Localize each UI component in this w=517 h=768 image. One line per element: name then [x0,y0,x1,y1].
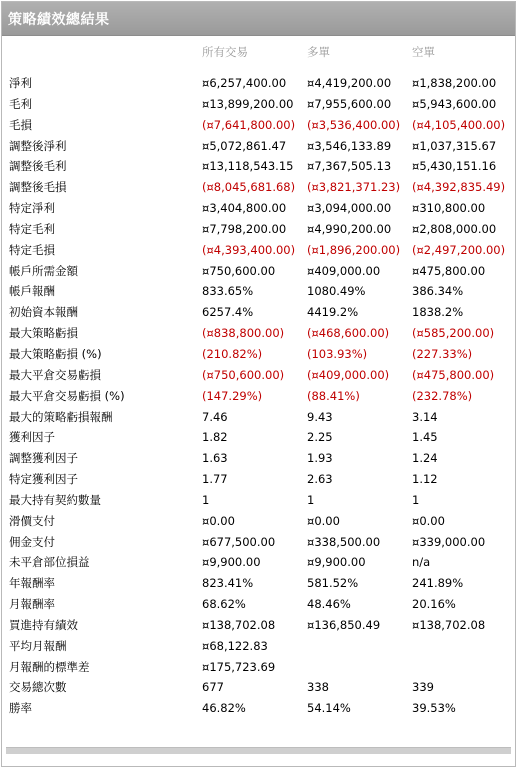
value-short: (¤2,497,200.00) [412,242,506,257]
value-all-trades: 833.65% [202,284,254,299]
metric-label: 交易總次數 [9,680,67,695]
value-all-trades: ¤3,404,800.00 [202,201,287,216]
panel-title: 策略績效總結果 [8,12,110,28]
value-short: (¤4,392,835.49) [412,180,506,195]
value-long: (¤1,896,200.00) [307,242,401,257]
column-header-all-trades: 所有交易 [202,45,248,59]
column-header-short: 空單 [412,45,435,59]
table-row [2,220,515,241]
value-short: (¤585,200.00) [412,326,495,341]
table-row [2,157,515,178]
table-row [2,428,515,449]
value-all-trades: ¤0.00 [202,513,235,528]
metric-label: 最大策略虧損 (%) [9,346,102,361]
value-long: 1 [307,492,315,507]
value-long: 2.63 [307,472,333,487]
metric-label: 最大平倉交易虧損 (%) [9,388,125,403]
metric-label: 勝率 [9,701,32,716]
value-all-trades: ¤750,600.00 [202,263,276,278]
metric-label: 淨利 [9,76,32,90]
value-long: ¤409,000.00 [307,263,381,278]
value-all-trades: 823.41% [202,576,254,591]
value-short: ¤475,800.00 [412,263,486,278]
table-row [2,574,515,595]
value-short: (¤475,800.00) [412,367,495,382]
metric-label: 未平倉部位損益 [9,555,90,570]
table-row [2,408,515,429]
table-row [2,616,515,637]
value-all-trades: ¤13,118,543.15 [202,159,294,174]
table-row [2,658,515,679]
value-short: (227.33%) [412,346,473,361]
value-short: 1.24 [412,451,438,466]
value-long: (¤468,600.00) [307,326,390,341]
value-all-trades: 1.77 [202,472,228,487]
value-all-trades: ¤138,702.08 [202,617,276,632]
metric-label: 調整後淨利 [9,138,67,153]
panel-title-bar [2,2,515,36]
table-row [2,387,515,408]
table-row [2,345,515,366]
table-row [2,470,515,491]
metric-label: 最大平倉交易虧損 [9,367,101,382]
value-short: 386.34% [412,284,464,299]
metric-label: 月報酬的標準差 [9,659,90,674]
value-all-trades: 677 [202,680,224,695]
value-all-trades: (¤750,600.00) [202,367,285,382]
value-long: 4419.2% [307,305,359,320]
value-all-trades: ¤9,900.00 [202,555,261,570]
value-long: ¤7,955,600.00 [307,96,392,111]
value-short: 1 [412,492,420,507]
value-all-trades: ¤7,798,200.00 [202,221,287,236]
value-long: ¤136,850.49 [307,617,381,632]
value-short: 3.14 [412,409,438,424]
table-row [2,241,515,262]
metrics-table [2,74,515,720]
table-row [2,324,515,345]
table-row [2,366,515,387]
value-long: 581.52% [307,576,359,591]
table-row [2,533,515,554]
table-row [2,553,515,574]
metric-label: 最大策略虧損 [9,326,78,341]
value-short: ¤5,943,600.00 [412,96,497,111]
value-all-trades: 1.82 [202,430,228,445]
metric-label: 特定毛損 [9,242,55,257]
metric-label: 佣金支付 [9,534,55,549]
value-short: (¤4,105,400.00) [412,117,506,132]
table-row [2,491,515,512]
value-short: ¤0.00 [412,513,445,528]
value-long: 1080.49% [307,284,366,299]
value-all-trades: ¤5,072,861.47 [202,138,287,153]
value-all-trades: (¤8,045,681.68) [202,180,296,195]
metric-label: 最大持有契約數量 [9,492,101,507]
value-all-trades: ¤68,122.83 [202,638,268,653]
metric-label: 調整獲利因子 [9,451,78,466]
table-row [2,262,515,283]
column-header-long: 多單 [307,45,330,59]
value-short: 1.45 [412,430,438,445]
metric-label: 年報酬率 [9,576,55,591]
metric-label: 月報酬率 [9,597,55,612]
value-all-trades: ¤13,899,200.00 [202,96,294,111]
metric-label: 調整後毛利 [9,159,67,174]
value-long: (¤409,000.00) [307,367,390,382]
metric-label: 毛利 [9,96,32,111]
table-row [2,303,515,324]
metric-label: 最大的策略虧損報酬 [9,409,113,424]
table-row [2,637,515,658]
value-short: ¤138,702.08 [412,617,486,632]
value-long: ¤9,900.00 [307,555,366,570]
table-row [2,178,515,199]
value-all-trades: 7.46 [202,409,228,424]
value-short: (232.78%) [412,388,473,403]
metric-label: 滑價支付 [9,513,55,528]
value-short: ¤339,000.00 [412,534,486,549]
value-long: (103.93%) [307,346,368,361]
value-all-trades: (¤7,641,800.00) [202,117,296,132]
metric-label: 特定淨利 [9,201,55,216]
value-short: ¤5,430,151.16 [412,159,497,174]
table-row [2,512,515,533]
value-long: 54.14% [307,701,351,716]
table-row [2,595,515,616]
value-all-trades: (210.82%) [202,346,263,361]
value-long: 338 [307,680,329,695]
value-all-trades: ¤6,257,400.00 [202,76,287,90]
value-all-trades: 68.62% [202,597,246,612]
table-row [2,678,515,699]
value-long: ¤4,419,200.00 [307,76,392,90]
table-row [2,449,515,470]
value-short: ¤1,037,315.67 [412,138,497,153]
value-all-trades: (¤838,800.00) [202,326,285,341]
metric-label: 平均月報酬 [9,638,67,653]
metric-label: 買進持有績效 [9,617,78,632]
value-long: 9.43 [307,409,333,424]
value-long: 2.25 [307,430,333,445]
table-row [2,282,515,303]
horizontal-scrollbar[interactable] [6,747,511,754]
value-short: n/a [412,555,431,570]
metric-label: 特定獲利因子 [9,472,78,487]
value-long: ¤7,367,505.13 [307,159,392,174]
metric-label: 獲利因子 [9,430,55,445]
value-short: 20.16% [412,597,456,612]
table-row [2,699,515,720]
value-long: 1.93 [307,451,333,466]
metric-label: 特定毛利 [9,221,55,236]
value-short: ¤1,838,200.00 [412,76,497,90]
value-all-trades: (¤4,393,400.00) [202,242,296,257]
value-short: 1.12 [412,472,438,487]
table-row [2,116,515,137]
value-short: 339 [412,680,434,695]
metric-label: 帳戶所需金額 [9,263,78,278]
value-short: 39.53% [412,701,456,716]
value-long: ¤4,990,200.00 [307,221,392,236]
value-short: ¤2,808,000.00 [412,221,497,236]
value-long: ¤3,094,000.00 [307,201,392,216]
value-long: 48.46% [307,597,351,612]
value-all-trades: 6257.4% [202,305,254,320]
value-long: (¤3,536,400.00) [307,117,401,132]
table-row [2,137,515,158]
value-long: (88.41%) [307,388,360,403]
value-short: 241.89% [412,576,464,591]
metric-label: 初始資本報酬 [9,305,78,320]
value-short: ¤310,800.00 [412,201,486,216]
value-long: ¤3,546,133.89 [307,138,392,153]
value-long: (¤3,821,371.23) [307,180,401,195]
table-row [2,95,515,116]
column-header-row [2,44,515,62]
value-all-trades: 1.63 [202,451,228,466]
strategy-performance-panel [1,1,516,767]
metric-label: 毛損 [9,117,32,132]
table-row [2,199,515,220]
value-all-trades: 1 [202,492,210,507]
value-long: ¤338,500.00 [307,534,381,549]
metric-label: 帳戶報酬 [9,284,55,299]
value-all-trades: ¤175,723.69 [202,659,276,674]
value-long: ¤0.00 [307,513,340,528]
value-short: 1838.2% [412,305,464,320]
metric-label: 調整後毛損 [9,180,67,195]
table-row [2,74,515,95]
value-all-trades: (147.29%) [202,388,263,403]
value-all-trades: ¤677,500.00 [202,534,276,549]
value-all-trades: 46.82% [202,701,246,716]
